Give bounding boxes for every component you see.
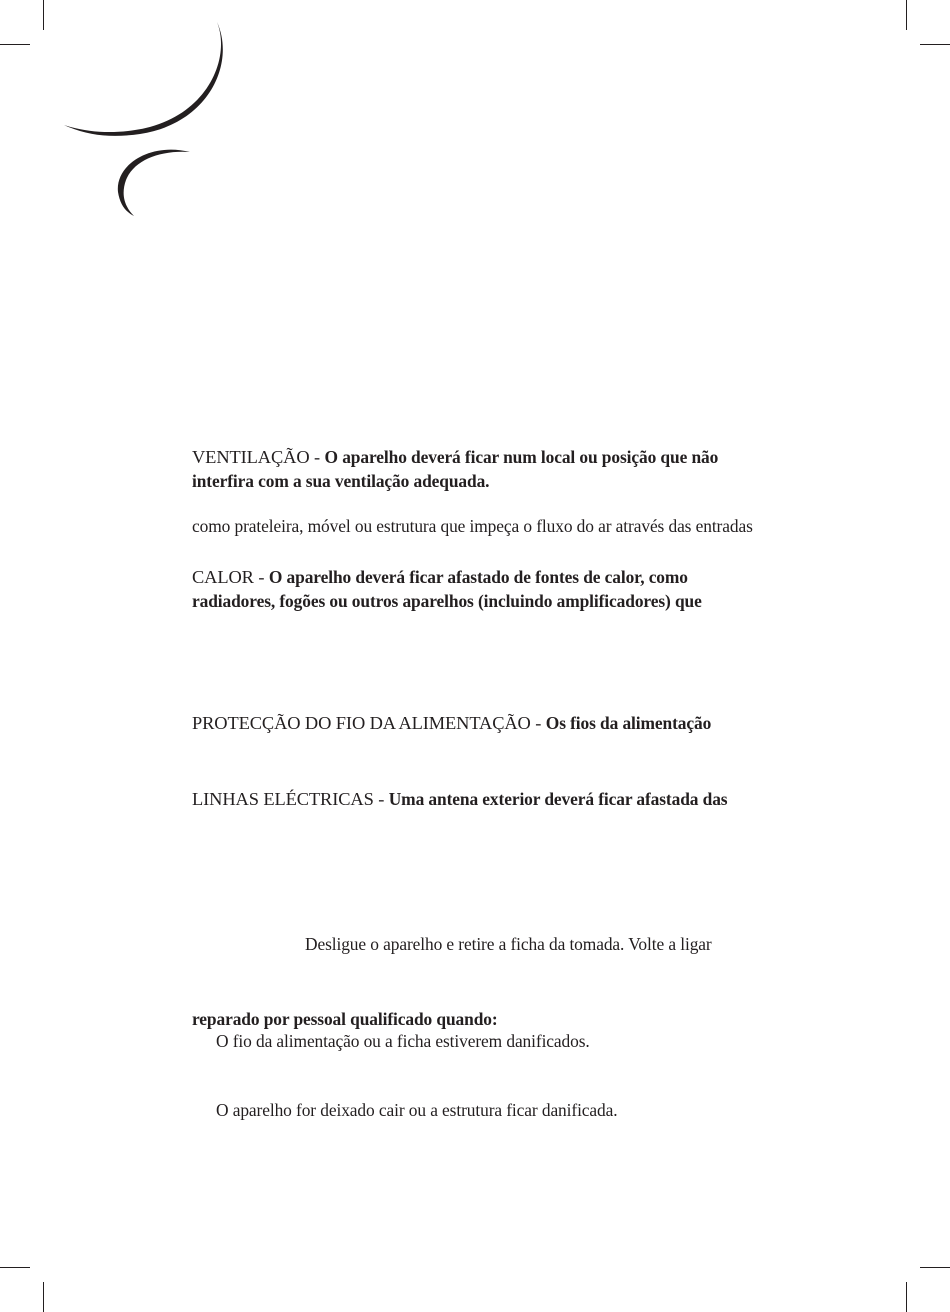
desligue-line-1: Desligue o aparelho e retire a ficha da tomada. Volte a ligar: [305, 934, 712, 954]
linhas-line-1: [192, 788, 727, 810]
calor-line-1: [192, 566, 688, 588]
proteccao-heading: PROTECÇÃO DO FIO DA ALIMENTAÇÃO -: [192, 713, 546, 733]
reparacao-item-1: O fio da alimentação ou a ficha estiverem danificados.: [216, 1031, 590, 1051]
reparacao-item-2: O aparelho for deixado cair ou a estrutura ficar danificada.: [216, 1100, 618, 1120]
ventilacao-line-3: como prateleira, móvel ou estrutura que impeça o fluxo do ar através das entradas: [192, 516, 753, 536]
lower-swoosh-stroke: [118, 150, 190, 216]
crop-mark-bottom-left-horizontal: [0, 1267, 30, 1268]
crop-mark-bottom-right-vertical: [906, 1282, 907, 1312]
calor-text-1: O aparelho deverá ficar afastado de fontes de calor, como: [268, 567, 688, 587]
crop-mark-bottom-left-vertical: [43, 1282, 44, 1312]
ventilacao-text-1: O aparelho deverá ficar num local ou posição que não: [324, 447, 719, 467]
upper-swoosh-stroke: [64, 22, 223, 136]
calor-line-2: radiadores, fogões ou outros aparelhos (incluindo amplificadores) que: [192, 591, 702, 611]
decorative-swoosh-graphic: [0, 0, 260, 230]
proteccao-text-1: Os fios da alimentação: [545, 713, 712, 733]
calor-heading: CALOR -: [192, 567, 269, 587]
crop-mark-top-right-horizontal: [920, 44, 950, 45]
ventilacao-heading: VENTILAÇÃO -: [192, 447, 325, 467]
crop-mark-top-right-vertical: [906, 0, 907, 30]
crop-mark-bottom-right-horizontal: [920, 1267, 950, 1268]
reparacao-line-1: reparado por pessoal qualificado quando:: [192, 1009, 498, 1029]
proteccao-line-1: [192, 712, 711, 734]
ventilacao-line-1: [192, 446, 718, 468]
linhas-heading: LINHAS ELÉCTRICAS -: [192, 789, 389, 809]
ventilacao-line-2: interfira com a sua ventilação adequada.: [192, 471, 490, 491]
linhas-text-1: Uma antena exterior deverá ficar afastada das: [388, 789, 728, 809]
